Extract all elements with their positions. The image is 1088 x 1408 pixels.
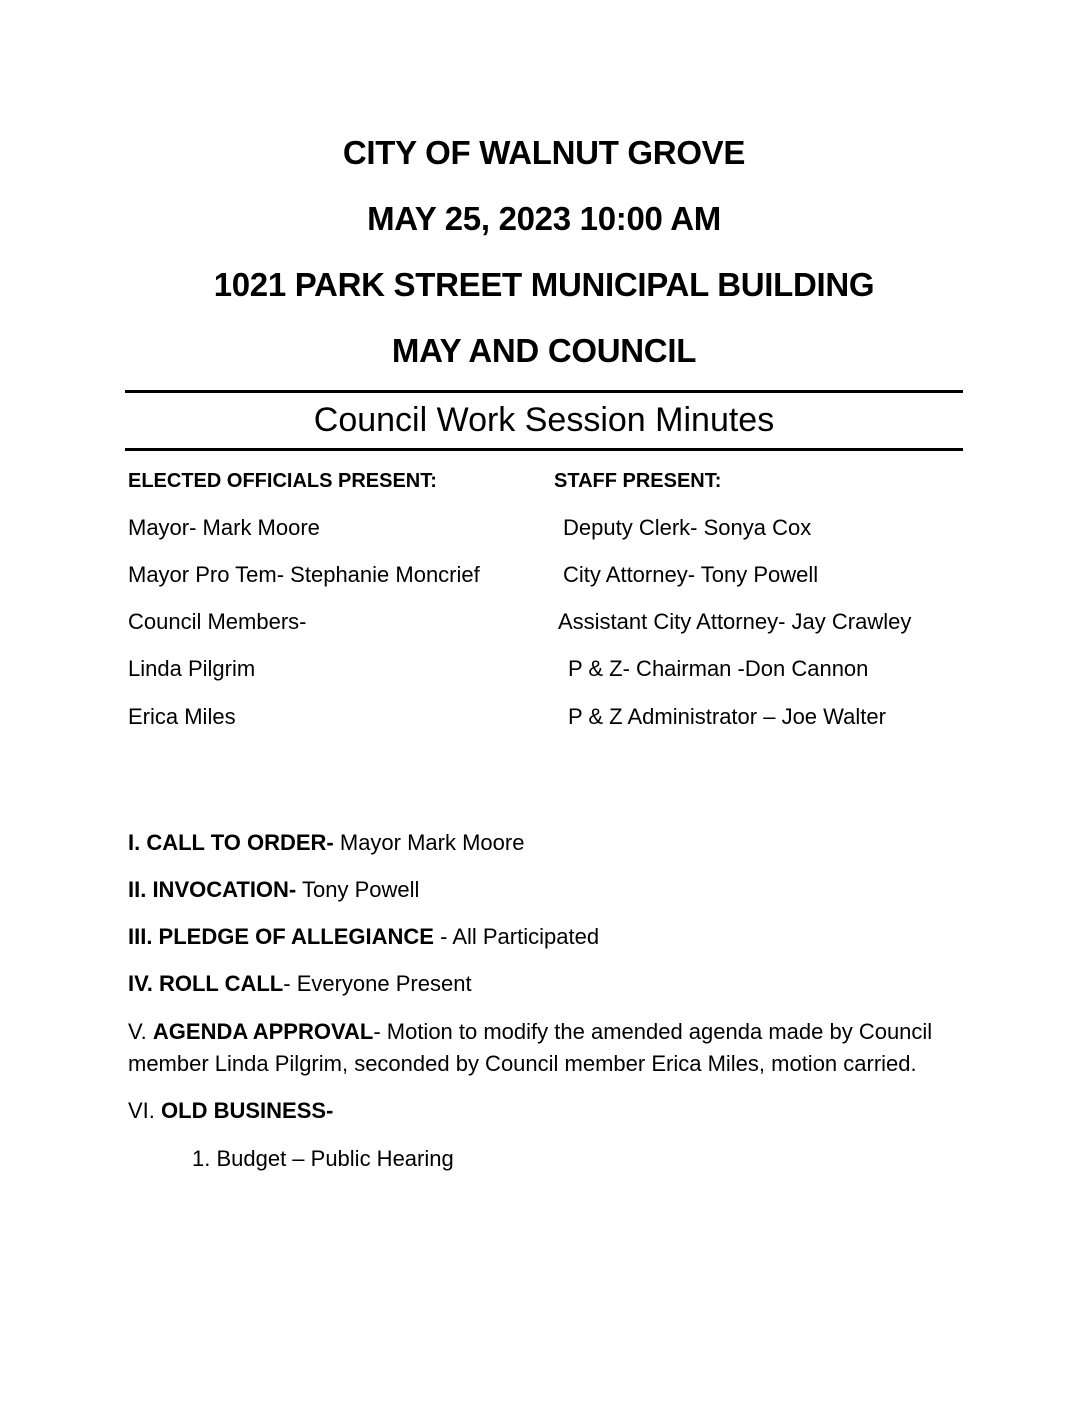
agenda-approval xyxy=(128,1016,968,1080)
official-item: Mayor- Mark Moore xyxy=(128,515,320,540)
document-subtitle: Council Work Session Minutes xyxy=(313,401,775,439)
staff-item: Deputy Clerk- Sonya Cox xyxy=(563,515,812,540)
old-business-item: 1. Budget – Public Hearing xyxy=(192,1146,454,1171)
header-date: MAY 25, 2023 10:00 AM xyxy=(367,200,721,237)
agenda-old-business xyxy=(128,1097,333,1125)
staff-item: City Attorney- Tony Powell xyxy=(563,562,819,587)
staff-item: Assistant City Attorney- Jay Crawley xyxy=(558,609,912,634)
staff-item: P & Z- Chairman -Don Cannon xyxy=(568,656,869,681)
agenda-label: II. INVOCATION- xyxy=(128,877,297,902)
official-item: Council Members- xyxy=(128,609,307,634)
agenda-text: - Motion to modify the amended agenda made by Council member Linda Pilgrim, seconded by Council member Erica Miles, motion carried. xyxy=(128,1019,933,1076)
staff-item: P & Z Administrator – Joe Walter xyxy=(568,704,886,729)
official-item: Mayor Pro Tem- Stephanie Moncrief xyxy=(128,562,480,587)
agenda-label: OLD BUSINESS- xyxy=(161,1098,334,1123)
top-rule xyxy=(125,390,963,393)
agenda-label: AGENDA APPROVAL xyxy=(152,1019,374,1044)
header-location: 1021 PARK STREET MUNICIPAL BUILDING xyxy=(213,266,875,303)
header-city: CITY OF WALNUT GROVE xyxy=(342,134,746,171)
agenda-invocation xyxy=(128,876,419,904)
agenda-text: Mayor Mark Moore xyxy=(333,830,525,855)
agenda-pledge xyxy=(128,923,599,951)
agenda-call-to-order xyxy=(128,829,524,857)
agenda-prefix: V. xyxy=(128,1019,153,1044)
official-item: Linda Pilgrim xyxy=(128,656,256,681)
header-body: MAY AND COUNCIL xyxy=(391,332,697,369)
agenda-label: IV. ROLL CALL xyxy=(128,971,284,996)
agenda-text: Tony Powell xyxy=(296,877,420,902)
agenda-label: I. CALL TO ORDER- xyxy=(128,830,334,855)
official-item: Erica Miles xyxy=(128,704,236,729)
staff-heading: STAFF PRESENT: xyxy=(554,470,722,492)
agenda-text: - All Participated xyxy=(433,924,600,949)
agenda-roll-call xyxy=(128,970,472,998)
agenda-text: - Everyone Present xyxy=(283,971,472,996)
bottom-rule xyxy=(125,448,963,451)
agenda-prefix: VI. xyxy=(128,1098,162,1123)
officials-heading: ELECTED OFFICIALS PRESENT: xyxy=(128,470,437,492)
agenda-label: III. PLEDGE OF ALLEGIANCE xyxy=(128,924,434,949)
